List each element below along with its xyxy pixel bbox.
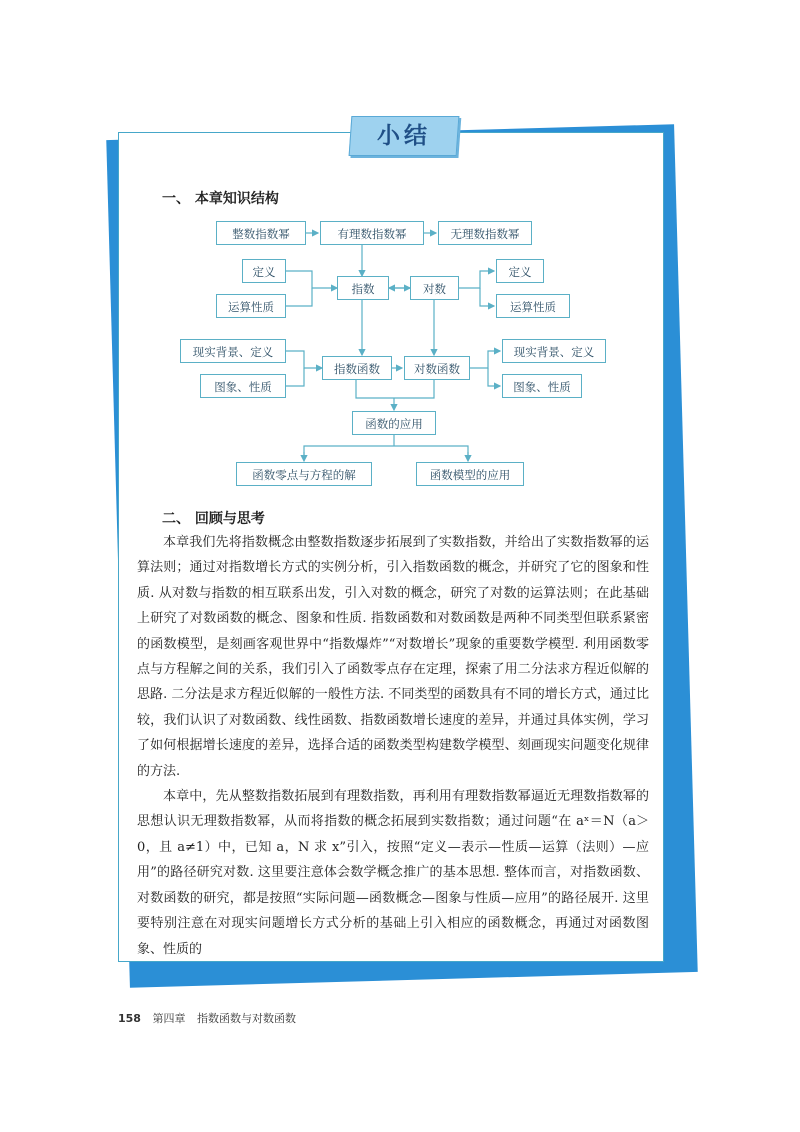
box-exp-function: 指数函数 — [322, 356, 392, 380]
box-exp-graph: 图象、性质 — [200, 374, 286, 398]
box-log-definition: 定义 — [496, 259, 544, 283]
box-log-background: 现实背景、定义 — [502, 339, 606, 363]
box-logarithm: 对数 — [410, 276, 459, 300]
box-exp-definition: 定义 — [242, 259, 286, 283]
box-log-function: 对数函数 — [404, 356, 470, 380]
box-irrational-exponent: 无理数指数幂 — [438, 221, 532, 245]
box-zeros-equations: 函数零点与方程的解 — [236, 462, 372, 486]
box-log-graph: 图象、性质 — [502, 374, 582, 398]
paragraph: 本章中，先从整数指数拓展到有理数指数，再利用有理数指数幂逼近无理数指数幂的思想认识无理数指数幂，从而将指数的概念拓展到实数指数；通过问题“在 aˣ＝N（a＞0，且 a≠1）中，已知 a，N 求 x”引入，按照“定义—表示—性质—运算（法则）—应用”的路径研究对数. 这里要注意体会数学概念推广的基本思想. 整体而言，对指数函数、对数函数的研究，都是按照“实际问题—函数概念—图象与性质—应用”的路径展开. 这里要特别注意在对现实问题增长方式分析的基础上引入相应的函数概念，再通过对函数图象、性质的 — [137, 789, 649, 957]
box-function-models: 函数模型的应用 — [416, 462, 524, 486]
box-exponent: 指数 — [337, 276, 389, 300]
box-rational-exponent: 有理数指数幂 — [320, 221, 424, 245]
page-number: 158 — [118, 1012, 141, 1025]
paragraph: 本章我们先将指数概念由整数指数逐步拓展到了实数指数，并给出了实数指数幂的运算法则；通过对指数增长方式的实例分析，引入指数函数的概念，并研究了它的图象和性质. 从对数与指数的相互联系出发，引入对数的概念，研究了对数的运算法则；在此基础上研究了对数函数的概念、图象和性质. 指数函数和对数函数是两种不同类型但联系紧密的函数模型，是刻画客观世界中“指数爆炸”“对数增长”现象的重要数学模型. 利用函数零点与方程解之间的关系，我们引入了函数零点存在定理，探索了用二分法求方程近似解的思路. 二分法是求方程近似解的一般性方法. 不同类型的函数具有不同的增长方式，通过比较，我们认识了对数函数、线性函数、指数函数增长速度的差异，并通过具体实例，学习了如何根据增长速度的差异，选择合适的函数类型构建数学模型、刻画现实问题变化规律的方法. — [137, 535, 649, 779]
chapter-title: 指数函数与对数函数 — [196, 1012, 296, 1025]
box-log-operations: 运算性质 — [496, 294, 570, 318]
box-exp-operations: 运算性质 — [216, 294, 286, 318]
page-footer — [118, 1010, 304, 1026]
chapter-label: 第四章 — [152, 1012, 186, 1025]
box-function-application: 函数的应用 — [352, 411, 436, 435]
section-heading-review: 二、 回顾与思考 — [162, 511, 265, 527]
section-heading-structure: 一、 本章知识结构 — [162, 191, 279, 207]
page-title: 小结 — [377, 123, 431, 149]
box-integer-exponent: 整数指数幂 — [216, 221, 306, 245]
box-exp-background: 现实背景、定义 — [180, 339, 286, 363]
review-text — [137, 530, 649, 962]
